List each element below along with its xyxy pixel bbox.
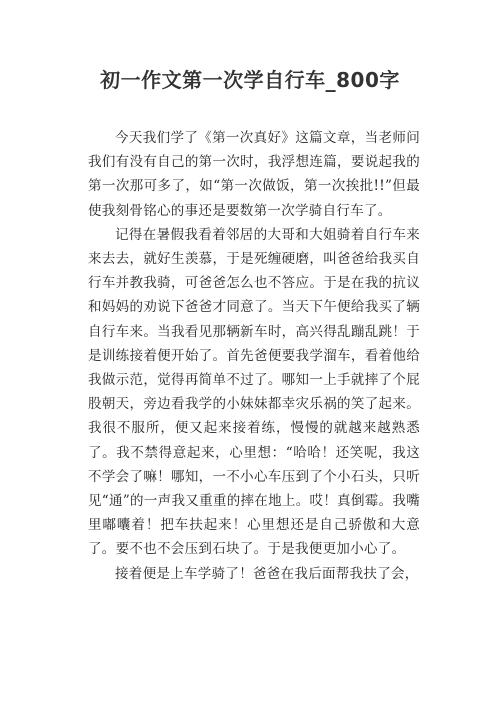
paragraph-3: 接着便是上车学骑了！爸爸在我后面帮我扶了会， — [115, 565, 419, 582]
document-title: 初一作文第一次学自行车_800字 — [100, 68, 400, 92]
document-body — [88, 126, 420, 586]
paragraph-2: 记得在暑假我看着邻居的大哥和大姐骑着自行车来来去去，就好生羡慕，于是死缠硬磨，叫爸爸给我买自行车并教我骑，可爸爸怎么也不答应。于是在我的抗议和妈妈的劝说下爸爸才同意了。当天下午便给我买了辆自行车来。当我看见那辆新车时，高兴得乱蹦乱跳！于是训练接着便开始了。首先爸便要我学溜车，看着他给我做示范，觉得再简单不过了。哪知一上手就摔了个屁股朝天，旁边看我学的小妹妹都幸灾乐祸的笑了起来。我很不服所，便又起来接着练，慢慢的就越来越熟悉了。我不禁得意起来，心里想：“哈哈！还笑呢，我这不学会了嘛！哪知，一不小心车压到了个小石头，只听见“通”的一声我又重重的摔在地上。哎！真倒霉。我嘴里嘟囔着！把车扶起来！心里想还是自己骄傲和大意了。要不也不会压到石块了。于是我便更加小心了。 — [88, 226, 420, 558]
paragraph-1: 今天我们学了《第一次真好》这篇文章，当老师问我们有没有自己的第一次时，我浮想连篇，要说起我的第一次那可多了，如“第一次做饭，第一次挨批!!”但最使我刻骨铭心的事还是要数第一次学骑自行车了。 — [88, 130, 420, 219]
